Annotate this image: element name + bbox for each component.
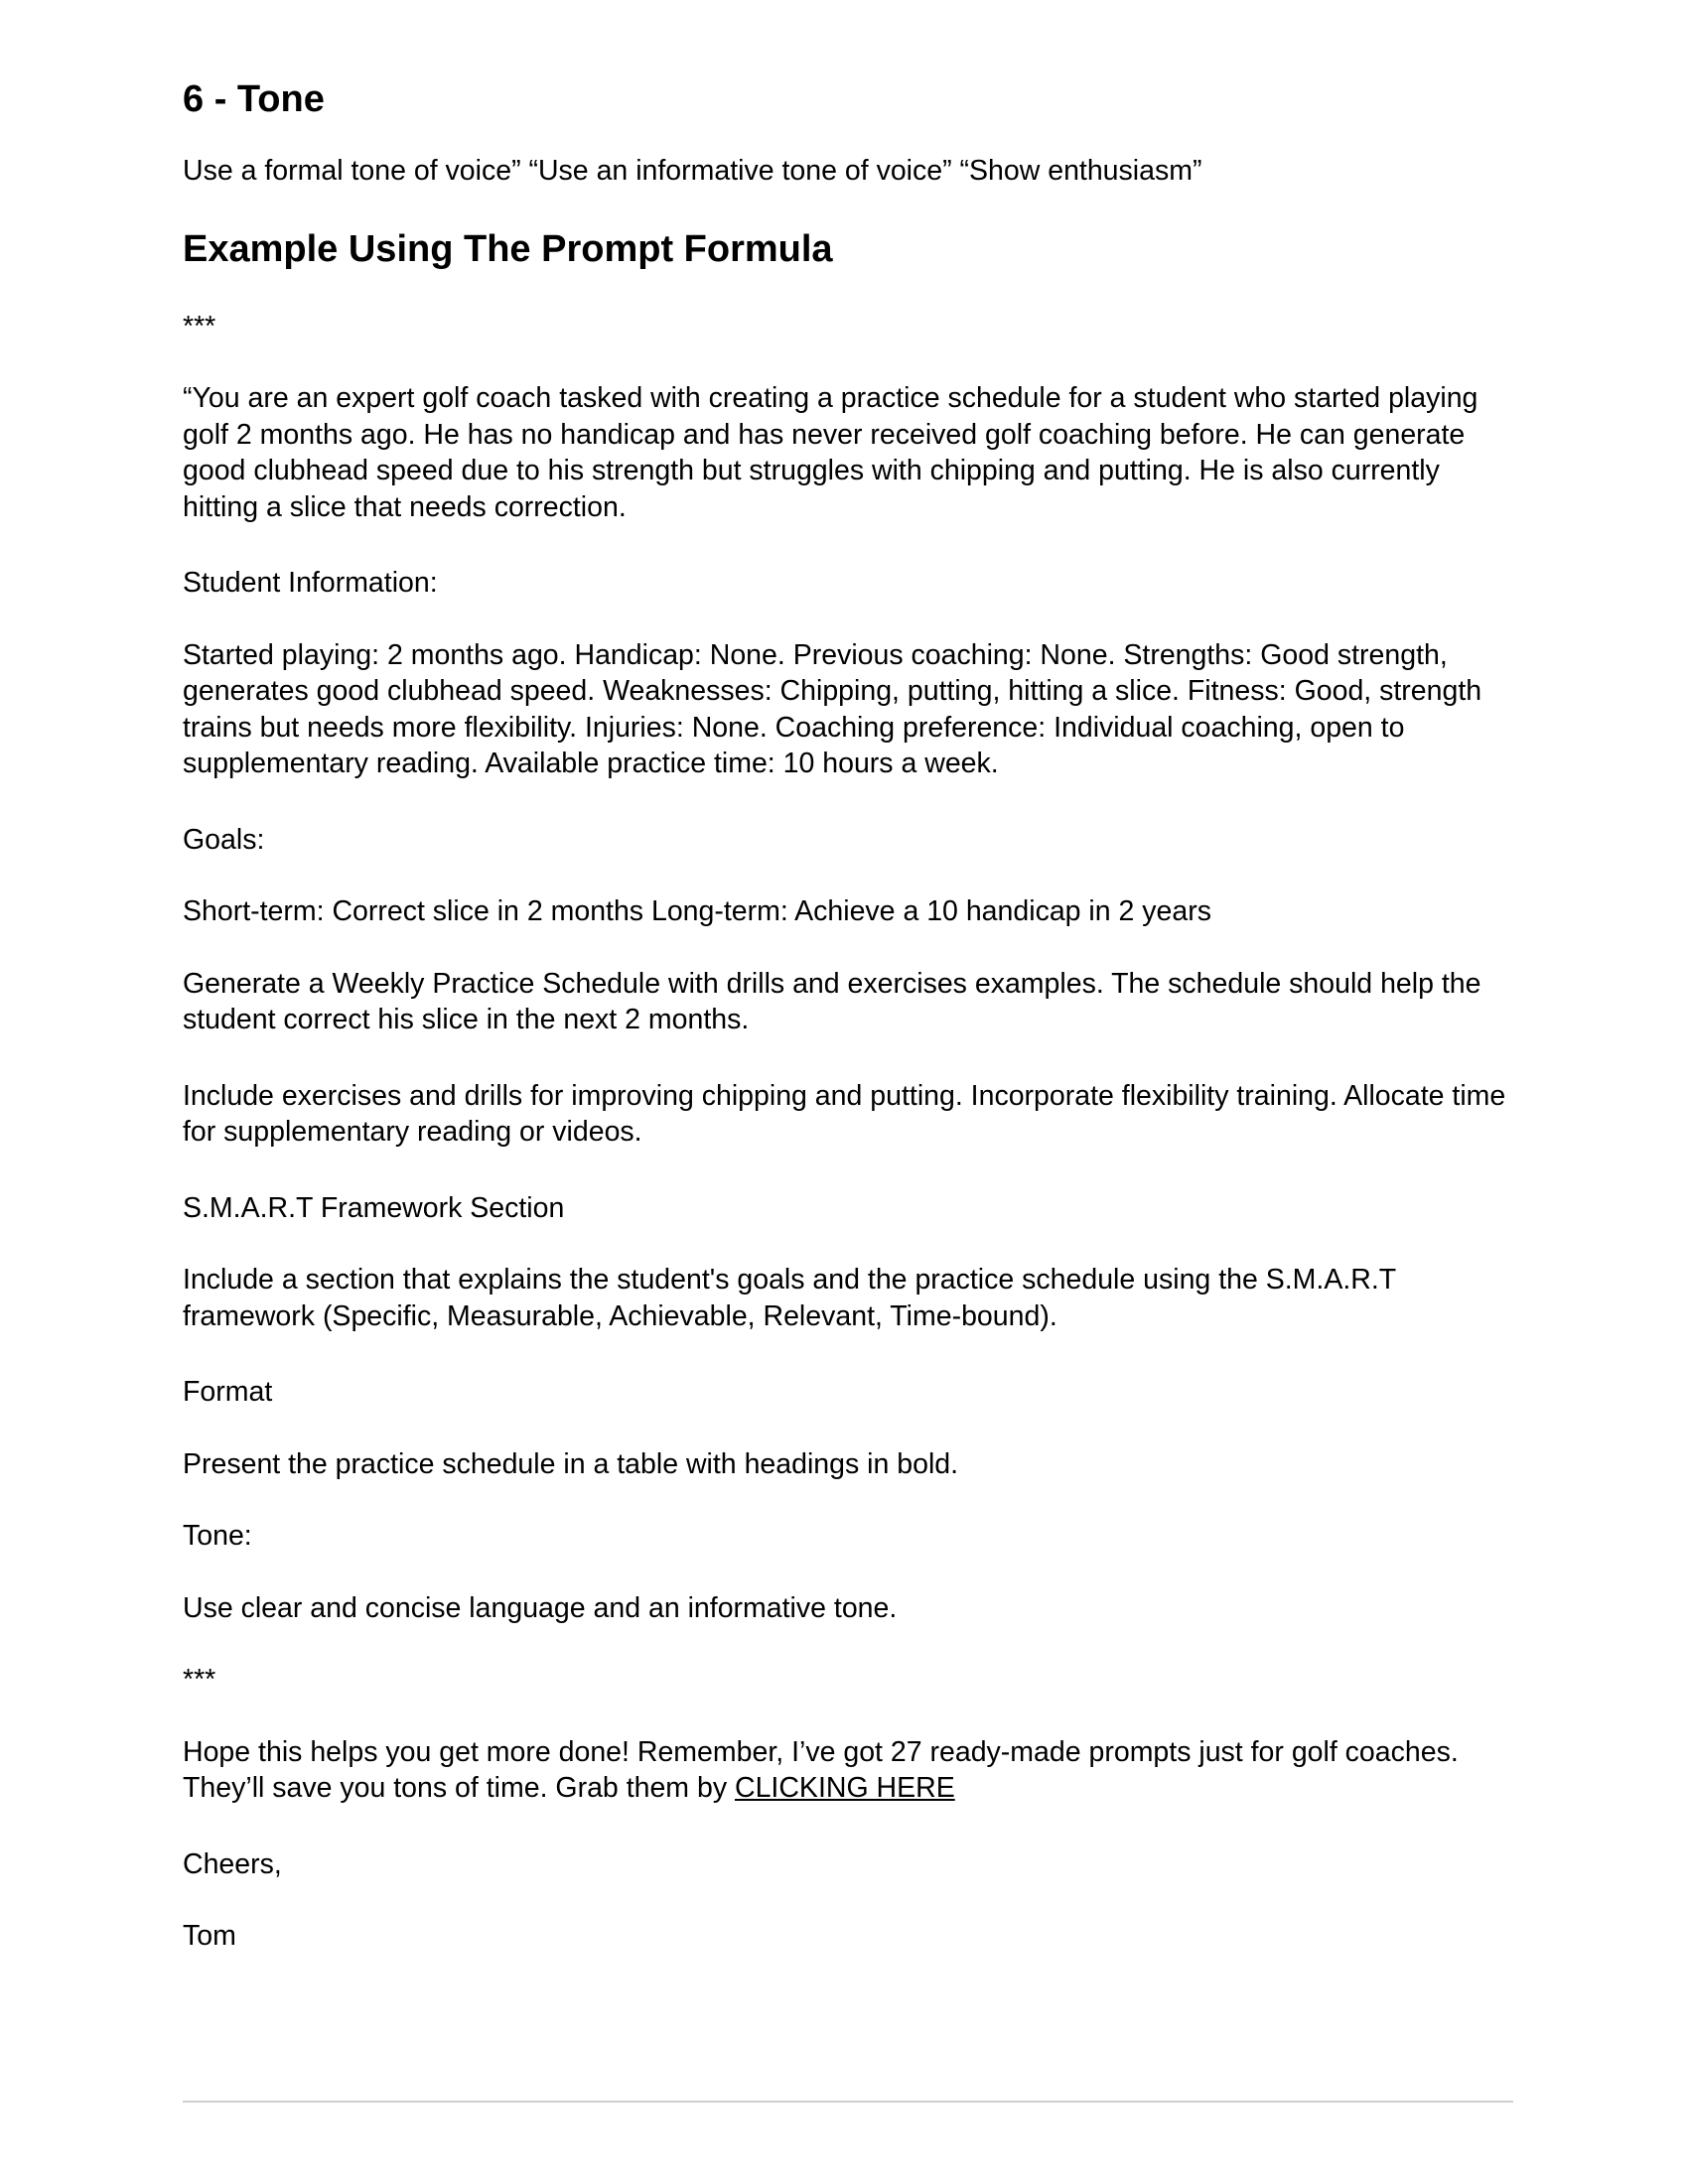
tone-label: Tone: bbox=[183, 1520, 252, 1552]
goals: Short-term: Correct slice in 2 months Long-term: Achieve a 10 handicap in 2 years bbox=[183, 895, 1211, 927]
example-heading: Example Using The Prompt Formula bbox=[183, 227, 833, 270]
section-heading: 6 - Tone bbox=[183, 78, 325, 120]
tone-examples: Use a formal tone of voice” “Use an informative tone of voice” “Show enthusiasm” bbox=[183, 155, 1202, 187]
tone-text: Use clear and concise language and an informative tone. bbox=[183, 1591, 898, 1624]
smart-label: S.M.A.R.T Framework Section bbox=[183, 1191, 565, 1224]
schedule-request: Generate a Weekly Practice Schedule with drills and exercises examples. The schedule should help the student correct his slice in the next 2 months. bbox=[183, 967, 1481, 1035]
signature: Tom bbox=[183, 1920, 236, 1952]
signoff: Cheers, bbox=[183, 1847, 282, 1880]
document-page bbox=[183, 75, 1513, 1990]
smart-text: Include a section that explains the student's goals and the practice schedule using the S.M.A.R.T framework (Specific, Measurable, Achievable, Relevant, Time-bound). bbox=[183, 1264, 1396, 1332]
clicking-here-link[interactable]: CLICKING HERE bbox=[735, 1772, 955, 1804]
format-label: Format bbox=[183, 1376, 273, 1408]
format-text: Present the practice schedule in a table with headings in bold. bbox=[183, 1447, 959, 1480]
student-info: Started playing: 2 months ago. Handicap: None. Previous coaching: None. Strengths: Good strength, generates good clubhead speed. Weaknesses: Chipping, putting, hitting a slice. Fitness: Good, strength trains but needs more flexibility. Injuries: None. Coaching preference: Individual coaching, open to supplementary reading. Available practice time: 10 hours a week. bbox=[183, 638, 1482, 779]
separator-bottom: *** bbox=[183, 1664, 216, 1696]
closing-text: Hope this helps you get more done! Remember, I’ve got 27 ready-made prompts just for golf coaches. They’ll save you tons of time. Grab them by bbox=[183, 1735, 1459, 1804]
goals-label: Goals: bbox=[183, 823, 265, 856]
closing-paragraph bbox=[183, 1734, 1513, 1807]
student-info-label: Student Information: bbox=[183, 567, 438, 599]
include-exercises: Include exercises and drills for improving chipping and putting. Incorporate flexibility training. Allocate time for supplementary reading or videos. bbox=[183, 1079, 1506, 1148]
footer-divider bbox=[183, 2101, 1513, 2103]
separator-top: *** bbox=[183, 310, 216, 342]
prompt-intro: “You are an expert golf coach tasked with creating a practice schedule for a student who started playing golf 2 months ago. He has no handicap and has never received golf coaching before. He can generate good clubhead speed due to his strength but struggles with chipping and putting. He is also currently hitting a slice that needs correction. bbox=[183, 382, 1478, 523]
